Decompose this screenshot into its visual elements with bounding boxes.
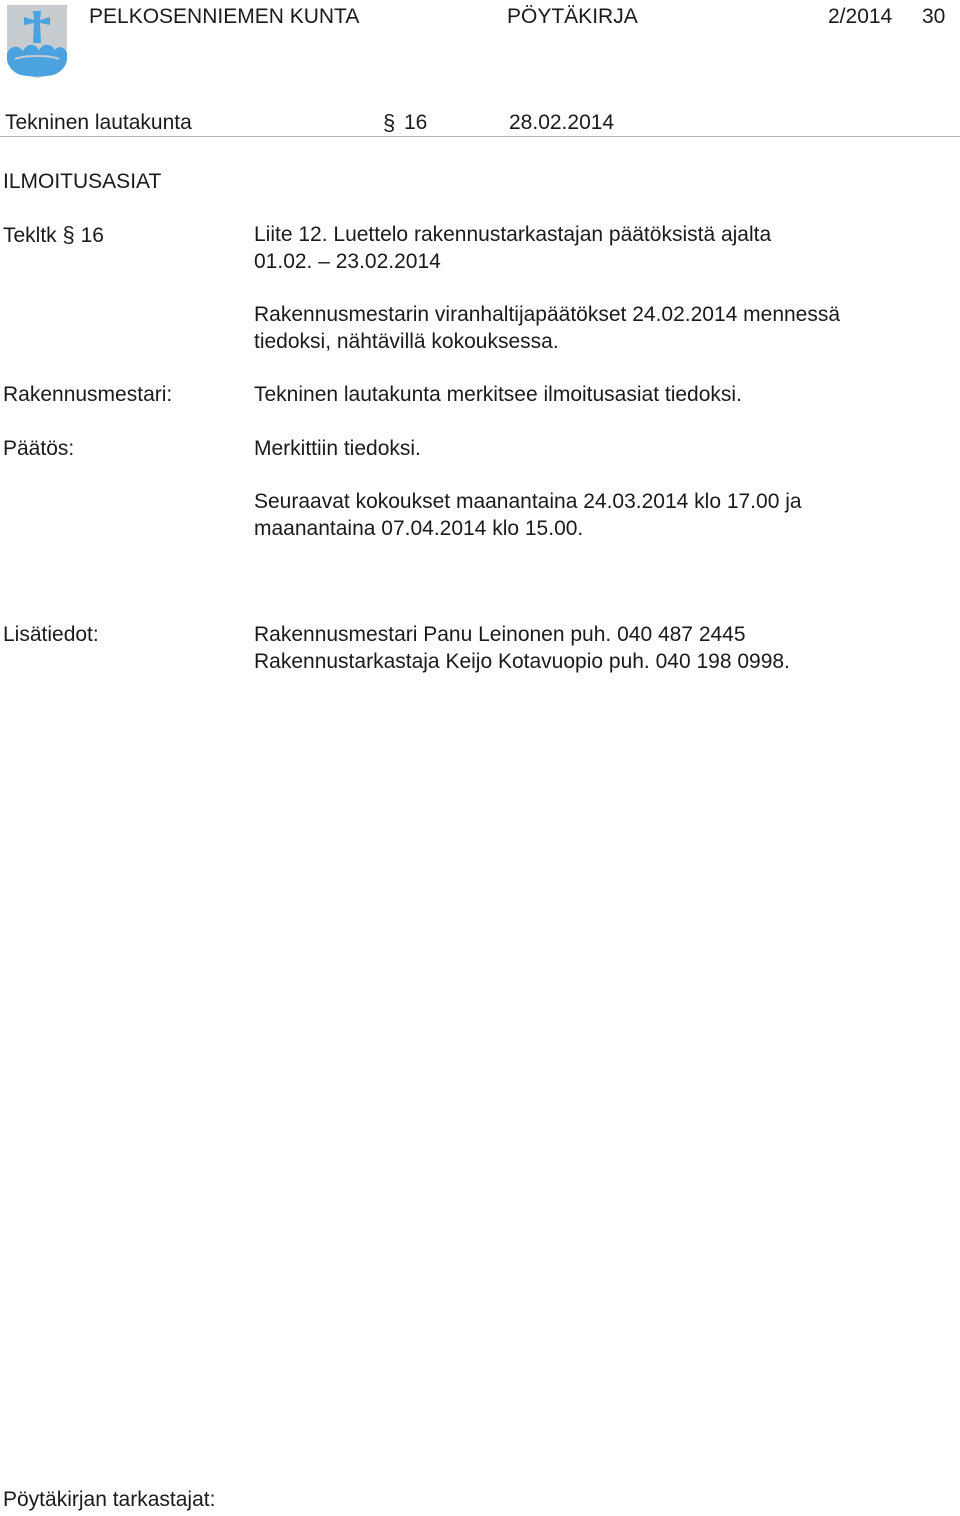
section-number: 16 — [404, 111, 428, 134]
document-number: 2/2014 — [828, 5, 893, 28]
next-meetings-line-1: Seuraavat kokoukset maanantaina 24.03.2014 klo 17.00 ja — [254, 490, 802, 513]
decisions-text-line-2: tiedoksi, nähtävillä kokouksessa. — [254, 330, 559, 353]
document-type: PÖYTÄKIRJA — [507, 5, 638, 28]
decision-text: Merkittiin tiedoksi. — [254, 437, 421, 460]
attachment-text-line-1: Liite 12. Luettelo rakennustarkastajan päätöksistä ajalta — [254, 223, 772, 246]
proposal-label: Rakennusmestari: — [3, 383, 173, 406]
municipality-name: PELKOSENNIEMEN KUNTA — [89, 5, 360, 28]
info-label: Lisätiedot: — [3, 623, 99, 646]
decision-label: Päätös: — [3, 437, 75, 460]
item-reference-sign: § — [62, 222, 75, 247]
info-contact-line-1: Rakennusmestari Panu Leinonen puh. 040 487 2445 — [254, 623, 746, 646]
item-heading: ILMOITUSASIAT — [3, 170, 162, 193]
committee-name: Tekninen lautakunta — [5, 111, 192, 134]
minutes-inspectors-label: Pöytäkirjan tarkastajat: — [3, 1488, 216, 1511]
page-number: 30 — [922, 5, 946, 28]
info-contact-line-2: Rakennustarkastaja Keijo Kotavuopio puh. 040 198 0998. — [254, 650, 790, 673]
item-reference-number: 16 — [80, 224, 104, 247]
header-divider — [0, 136, 960, 137]
decisions-text-line-1: Rakennusmestarin viranhaltijapäätökset 24.02.2014 mennessä — [254, 303, 841, 326]
attachment-text-line-2: 01.02. – 23.02.2014 — [254, 250, 441, 273]
next-meetings-line-2: maanantaina 07.04.2014 klo 15.00. — [254, 517, 584, 540]
municipal-coat-of-arms-icon — [5, 3, 69, 79]
section-sign: § — [383, 110, 396, 135]
item-reference — [3, 221, 104, 249]
meeting-date: 28.02.2014 — [509, 111, 615, 134]
proposal-text: Tekninen lautakunta merkitsee ilmoitusasiat tiedoksi. — [254, 383, 742, 406]
item-reference-prefix: Tekltk — [3, 224, 57, 247]
